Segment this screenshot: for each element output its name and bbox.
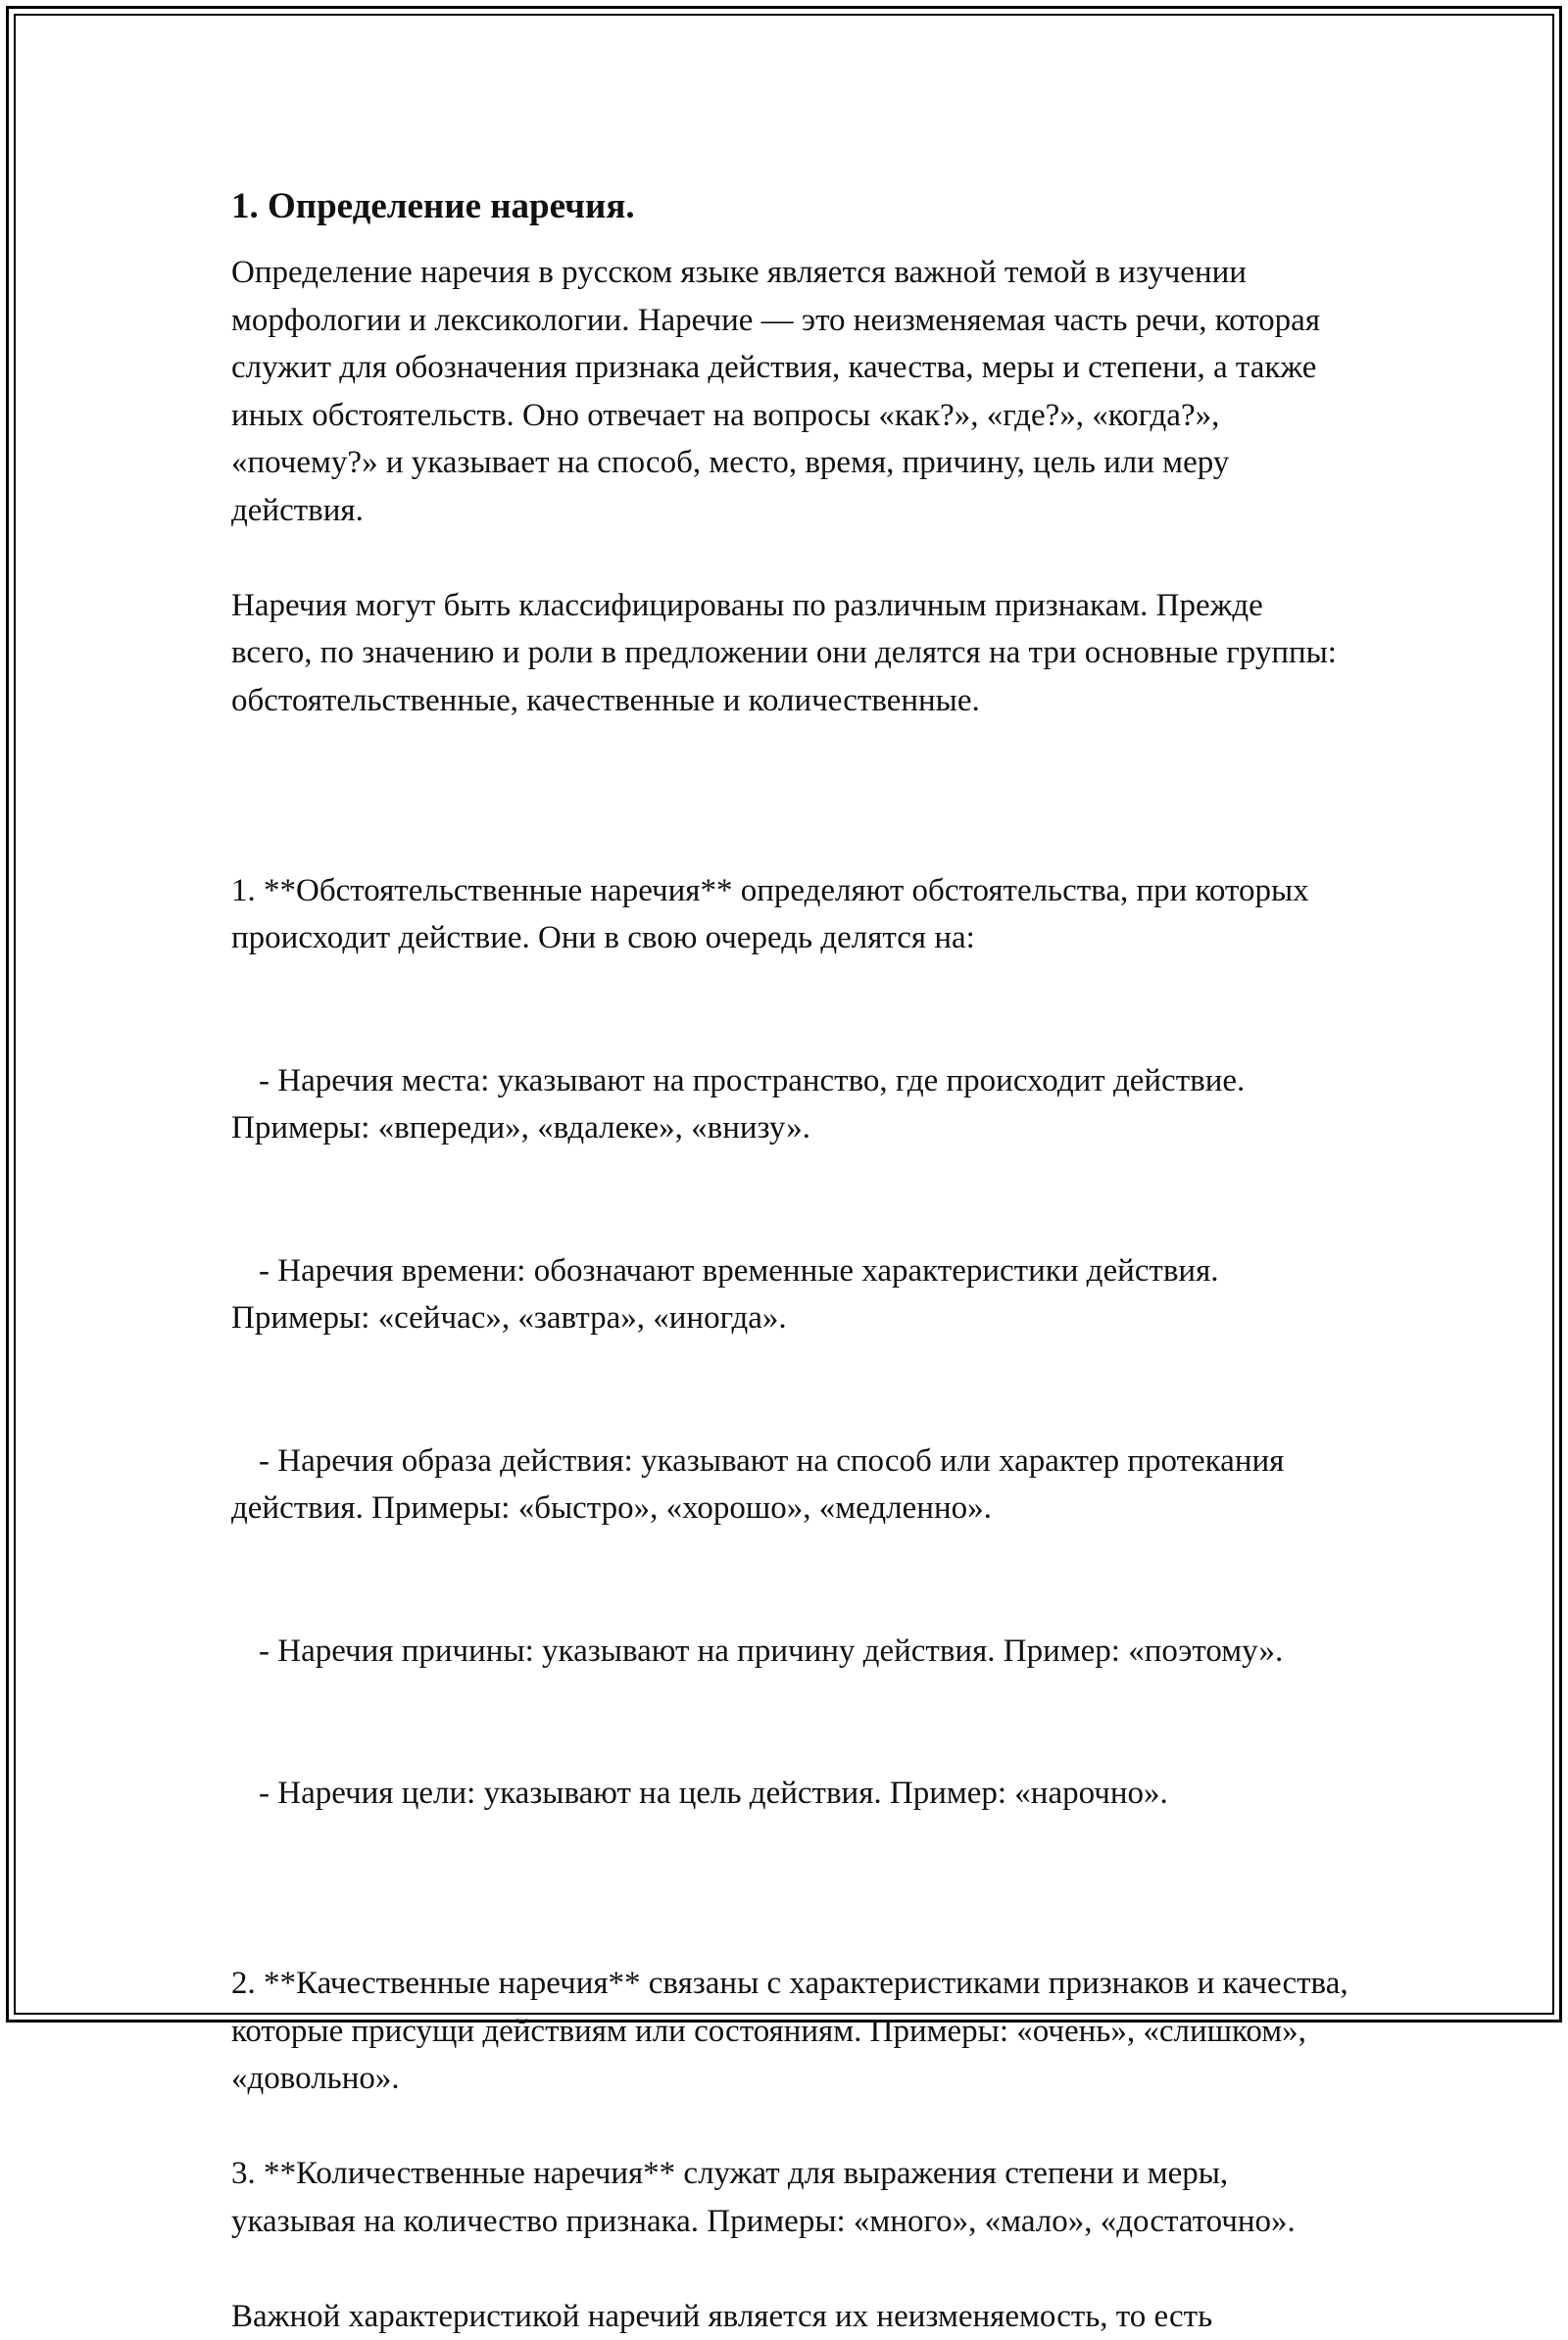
sub-item-cause (231, 1628, 1348, 1676)
list-item-quantitative: 3. **Количественные наречия** служат для выражения степени и меры, указывая на количество признака. Примеры: «много», «мало», «достаточно». (231, 2150, 1348, 2245)
paragraph-definition: Определение наречия в русском языке является важной темой в изучении морфологии и лексикологии. Наречие — это неизменяемая часть речи, которая служит для обозначения признака действия, качества, меры и степени, а также иных обстоятельств. Оно отвечает на вопросы «как?», «где?», «когда?», «почему?» и указывает на способ, место, время, причину, цель или меру действия. (231, 249, 1348, 534)
paragraph-classification: Наречия могут быть классифицированы по различным признакам. Прежде всего, по значению и роли в предложении они делятся на три основные группы: обстоятельственные, качественные и количественные. (231, 582, 1348, 725)
list-group-circumstantial (231, 772, 1348, 1913)
paragraph-closing: Важной характеристикой наречий является их неизменяемость, то есть (231, 2293, 1348, 2340)
list-item-circumstantial-intro: 1. **Обстоятельственные наречия** определяют обстоятельства, при которых происходит действие. Они в свою очередь делятся на: (231, 867, 1348, 962)
sub-item-manner-text: - Наречия образа действия: указывают на способ или характер протекания действия. Примеры: «быстро», «хорошо», «медленно». (231, 1443, 1293, 1527)
sub-item-manner (231, 1438, 1348, 1533)
sub-item-time-text: - Наречия времени: обозначают временные характеристики действия. Примеры: «сейчас», «завтра», «иногда». (231, 1253, 1227, 1337)
sub-item-purpose-text: - Наречия цели: указывают на цель действия. Пример: «нарочно». (259, 1776, 1168, 1811)
sub-item-place (231, 1057, 1348, 1152)
section-heading: 1. Определение наречия. (231, 182, 1348, 231)
sub-item-cause-text: - Наречия причины: указывают на причину действия. Пример: «поэтому». (259, 1633, 1283, 1669)
list-item-qualitative: 2. **Качественные наречия** связаны с характеристиками признаков и качества, которые присущи действиям или состояниям. Примеры: «очень», «слишком», «довольно». (231, 1960, 1348, 2103)
sub-item-place-text: - Наречия места: указывают на пространство, где происходит действие. Примеры: «впереди», «вдалеке», «внизу». (231, 1063, 1253, 1146)
sub-item-time (231, 1247, 1348, 1342)
document-body (231, 182, 1348, 2340)
sub-item-purpose (231, 1770, 1348, 1818)
